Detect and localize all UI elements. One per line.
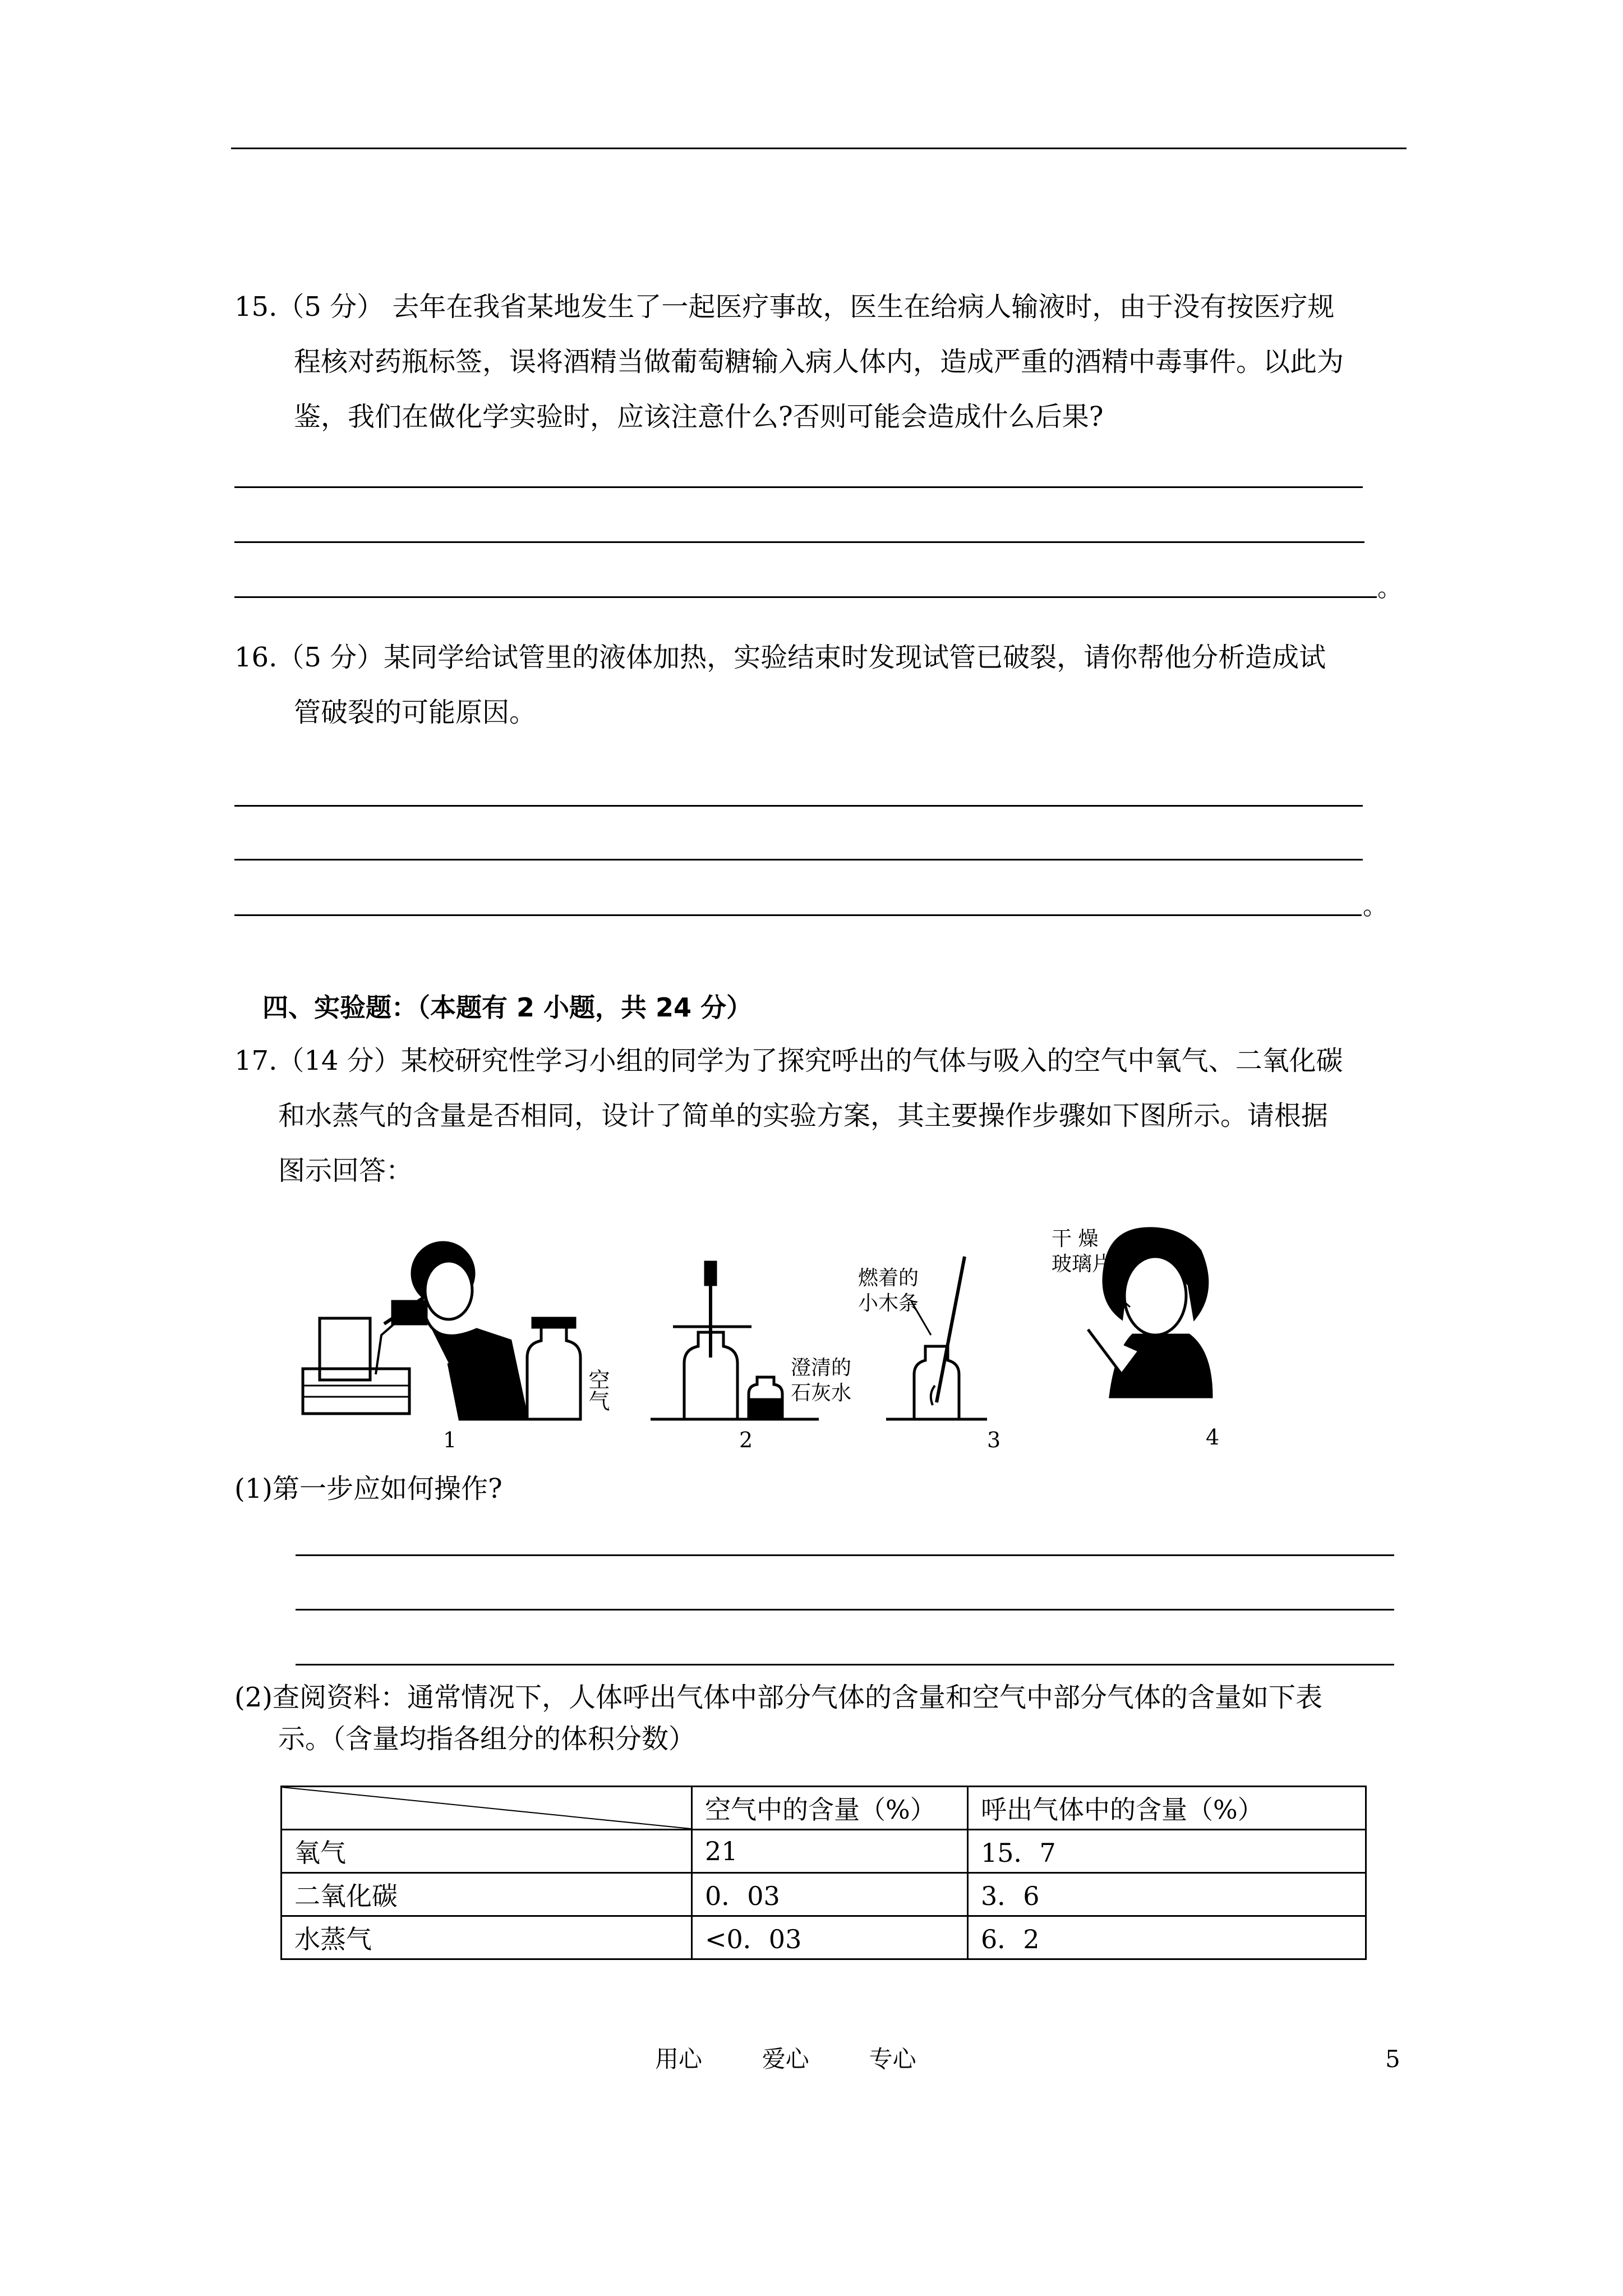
table-cell: <0．03 [692, 1916, 968, 1959]
table-corner-cell [282, 1787, 692, 1830]
section-title: 四、实验题：（本题有 2 小题，共 24 分） [262, 992, 753, 1023]
table-header-cell: 呼出气体中的含量（%） [968, 1787, 1366, 1830]
q16-line-1: 16.（5 分）某同学给试管里的液体加热，实验结束时发现试管已破裂，请你帮他分析造成试 [234, 642, 1326, 673]
figure-number-2: 2 [739, 1428, 753, 1452]
label-limewater-1: 澄清的 [791, 1356, 852, 1379]
experiment-illustration [292, 1206, 1262, 1453]
table-cell: 水蒸气 [282, 1916, 692, 1959]
q17-sub1-answer-line-1[interactable] [296, 1554, 1394, 1556]
q17-sub1: (1)第一步应如何操作? [234, 1473, 502, 1504]
q17-sub1-answer-line-3[interactable] [296, 1664, 1394, 1665]
table-cell: 氧气 [282, 1830, 692, 1873]
table-cell: 0．03 [692, 1873, 968, 1916]
figure-number-1: 1 [443, 1428, 457, 1452]
page-number: 5 [1385, 2045, 1400, 2073]
table-header-row [282, 1787, 1366, 1830]
q15-end-mark: 。 [1377, 574, 1402, 602]
table-cell: 3．6 [968, 1873, 1366, 1916]
table-header-cell: 空气中的含量（%） [692, 1787, 968, 1830]
header-rule [231, 148, 1407, 149]
q15-answer-line-1[interactable] [234, 486, 1363, 488]
q17-sub2-line-2: 示。（含量均指各组分的体积分数） [278, 1723, 696, 1755]
q17-line-1: 17.（14 分）某校研究性学习小组的同学为了探究呼出的气体与吸入的空气中氧气、二氧化碳 [234, 1045, 1343, 1076]
table-cell: 15．7 [968, 1830, 1366, 1873]
label-air: 空气 [585, 1369, 610, 1411]
table-cell: 6．2 [968, 1916, 1366, 1959]
label-stick-1: 燃着的 [858, 1267, 919, 1290]
q16-answer-line-1[interactable] [234, 805, 1363, 807]
table-row [282, 1830, 1366, 1873]
label-glass-1: 干 燥 [1052, 1227, 1099, 1250]
q15-line-2: 程核对药瓶标签，误将酒精当做葡萄糖输入病人体内，造成严重的酒精中毒事件。以此为 [294, 346, 1344, 378]
q15-line-1: 15.（5 分） 去年在我省某地发生了一起医疗事故，医生在给病人输液时，由于没有按医疗规 [234, 291, 1335, 323]
q15-line-3: 鉴，我们在做化学实验时，应该注意什么?否则可能会造成什么后果? [294, 401, 1104, 432]
q17-sub2-line-1: (2)查阅资料：通常情况下，人体呼出气体中部分气体的含量和空气中部分气体的含量如下表 [234, 1682, 1322, 1713]
label-glass-2: 玻璃片 [1052, 1253, 1113, 1276]
label-limewater-2: 石灰水 [791, 1382, 852, 1405]
q16-answer-line-3[interactable] [234, 914, 1362, 916]
q16-answer-line-2[interactable] [234, 859, 1363, 861]
table-row [282, 1916, 1366, 1959]
table-cell: 二氧化碳 [282, 1873, 692, 1916]
q16-end-mark: 。 [1363, 892, 1387, 921]
label-stick-2: 小木条 [858, 1292, 919, 1315]
table-cell: 21 [692, 1830, 968, 1873]
table-row [282, 1873, 1366, 1916]
diagonal-divider [282, 1787, 691, 1829]
experiment-figure [292, 1206, 1262, 1453]
footer-motto: 用心 爱心 专心 [655, 2045, 916, 2073]
figure-number-3: 3 [987, 1428, 1001, 1452]
q17-sub1-answer-line-2[interactable] [296, 1609, 1394, 1611]
q17-line-3: 图示回答： [278, 1155, 413, 1186]
gas-content-table [280, 1786, 1367, 1960]
q15-answer-line-3[interactable] [234, 596, 1377, 598]
q17-line-2: 和水蒸气的含量是否相同，设计了简单的实验方案，其主要操作步骤如下图所示。请根据 [278, 1100, 1329, 1131]
q15-answer-line-2[interactable] [234, 541, 1364, 543]
figure-number-4: 4 [1206, 1425, 1220, 1450]
q16-line-2: 管破裂的可能原因。 [294, 697, 537, 728]
step1-drawing [303, 1243, 580, 1419]
